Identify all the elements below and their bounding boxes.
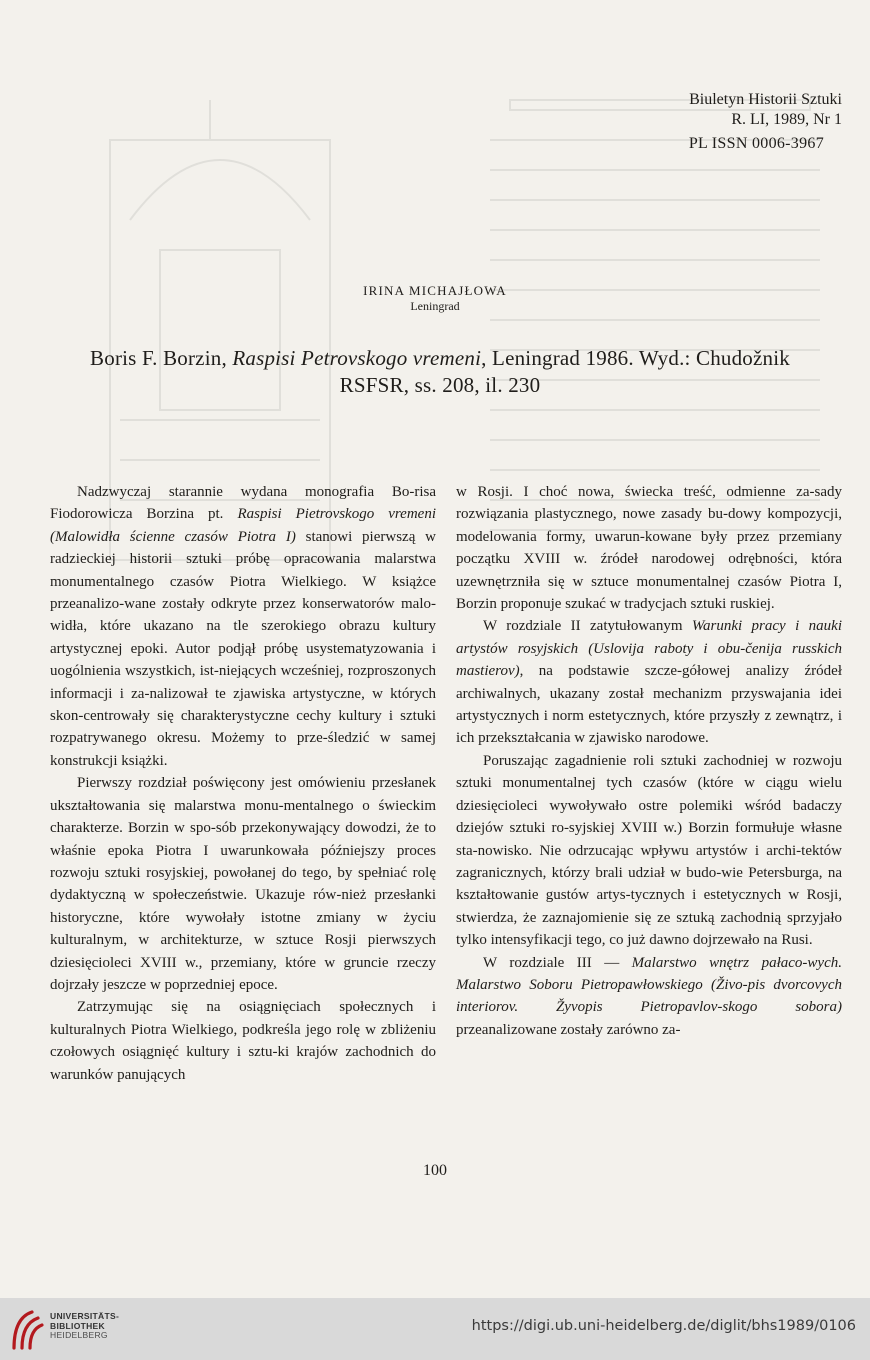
paragraph (456, 615, 842, 749)
author-block (0, 283, 870, 314)
text-run: stanowi pierwszą w radzieckiej historii sztuki próbę opracowania malarstwa monumentalnego czasów Piotra Wielkiego. W książce przeanalizo-wane zostały odkryte przez konserwatorów malo-widła, które ukazano na tle szerokiego obrazu kultury artystycznej epoki. Autor podjął próbę usystematyzowania i uogólnienia wszystkich, ist-niejących wcześniej, rozproszonych informacji i za-nalizował te zjawiska artystyczne, w których skon-centrowały się charakterystyczne cechy kultury i sztuki rozpatrywanego okresu. Możemy to prze-śledzić w samej konstrukcji książki. (50, 528, 436, 769)
paragraph: Poruszając zagadnienie roli sztuki zachodniej w rozwoju sztuki monumentalnej tych czasów (które w ciągu wielu dziesięcioleci wywoływało ostre polemiki wśród badaczy dziejów sztuki ro-syjskiej XVIII w.) Borzin formułuje własne sta-nowisko. Nie odrzucając wpływu artystów i archi-tektów zagranicznych, którzy brali udział w budo-wie Petersburga, na kształtowanie gustów artys-tycznych i estetycznych w Rosji, stwierdza, że zaznajomienie się ze sztuką zachodnią sprzyjało tylko intensyfikacji tego, co już dawno dojrzewało na Rusi. (456, 752, 842, 949)
journal-header (689, 90, 842, 154)
title-line-1 (40, 345, 840, 372)
library-name-line: UNIVERSITÄTS- (50, 1311, 120, 1321)
library-name-line: BIBLIOTHEK (50, 1320, 105, 1331)
title-book-italic: Raspisi Petrovskogo vremeni (232, 346, 482, 370)
italic-run: Malarstwo wnętrz pałaco-wych. Malarstwo Soboru Pietropawłowskiego (Živo-pis dvorcovych interiorov. Žyvopis Pietropavlov-skogo sobora) (456, 954, 842, 1016)
title-author-part: Boris F. Borzin, (90, 346, 233, 370)
italic-run: Warunki pracy i nauki artystów rosyjskich (Uslovija raboty i obu-čenija russkich mastierov) (456, 618, 842, 680)
paragraph: w Rosji. I choć nowa, świecka treść, odmienne za-sady rozwiązania plastycznego, nowe zasady bu-dowy kompozycji, modelowania formy, uwarun-kowane były przez przemiany początku XVIII w. źródeł narodowej odrębności, która uzewnętrzniła się w sztuce monumentalnej czasów Piotra I, Borzin proponuje szukać w tradycjach sztuki ruskiej. (456, 484, 842, 613)
title-publisher-part: , Leningrad 1986. Wyd.: Chudožnik (481, 346, 790, 370)
text-run: , na podstawie szcze-gółowej analizy źródeł archiwalnych, ukazany został mechanizm przyswajania idei artystycznych i norm estetycznych, które przyszły z zewnątrz, i ich przekształcania w zjawisko narodowe. (456, 663, 842, 747)
review-title (40, 345, 840, 399)
italic-run: Raspisi Pietrovskogo vremeni (Malowidła ścienne czasów Piotra I) (50, 506, 436, 545)
journal-volume: R. LI, 1989, Nr 1 (731, 111, 842, 128)
journal-issn: PL ISSN 0006-3967 (688, 135, 824, 152)
text-run: przeanalizowane zostały zarówno za- (456, 1021, 681, 1038)
library-name-line: HEIDELBERG (50, 1330, 108, 1340)
title-line-2: RSFSR, ss. 208, il. 230 (339, 373, 541, 397)
right-column (456, 481, 842, 1041)
paragraph: Pierwszy rozdział poświęcony jest omówieniu przesłanek ukształtowania się malarstwa monu-mentalnego o świeckim charakterze. Borzin w spo-sób przekonywający dowodzi, że to właśnie epoka Piotra I uwarunkowała późniejszy proces rozwoju sztuki rosyjskiej, powołanej do tego, by spełniać rolę dydaktyczną w społeczeństwie. Ukazuje rów-nież przesłanki historyczne, które wywołały istotne zmiany w życiu kulturalnym, w architekturze, w sztuce Rosji pierwszych dziesięcioleci XVIII w., przemiany, które w gruncie rzeczy dojrzały jeszcze w poprzedniej epoce. (50, 775, 436, 993)
text-run: W rozdziale III — (483, 954, 632, 971)
author-name: IRINA MICHAJŁOWA (363, 283, 507, 298)
viewer-footer (0, 1298, 870, 1360)
permalink-url[interactable]: https://digi.ub.uni-heidelberg.de/diglit/bhs1989/0106 (471, 1318, 856, 1334)
left-column (50, 481, 436, 1086)
text-run: Nadzwyczaj starannie wydana monografia Bo-risa Fiodorowicza Borzina pt. (50, 484, 436, 523)
library-name (50, 1312, 119, 1341)
page-number: 100 (423, 1162, 447, 1179)
university-library-logo-icon[interactable] (10, 1308, 44, 1350)
text-run: W rozdziale II zatytułowanym (483, 618, 692, 635)
paragraph (456, 952, 842, 1042)
paragraph (50, 481, 436, 772)
journal-title: Biuletyn Historii Sztuki (689, 91, 842, 108)
paragraph: Zatrzymując się na osiągnięciach społecznych i kulturalnych Piotra Wielkiego, podkreśla jego rolę w zbliżeniu czołowych osiągnięć kultury i sztu-ki krajów zachodnich do warunków panujących (50, 999, 436, 1083)
author-city: Leningrad (410, 299, 460, 313)
